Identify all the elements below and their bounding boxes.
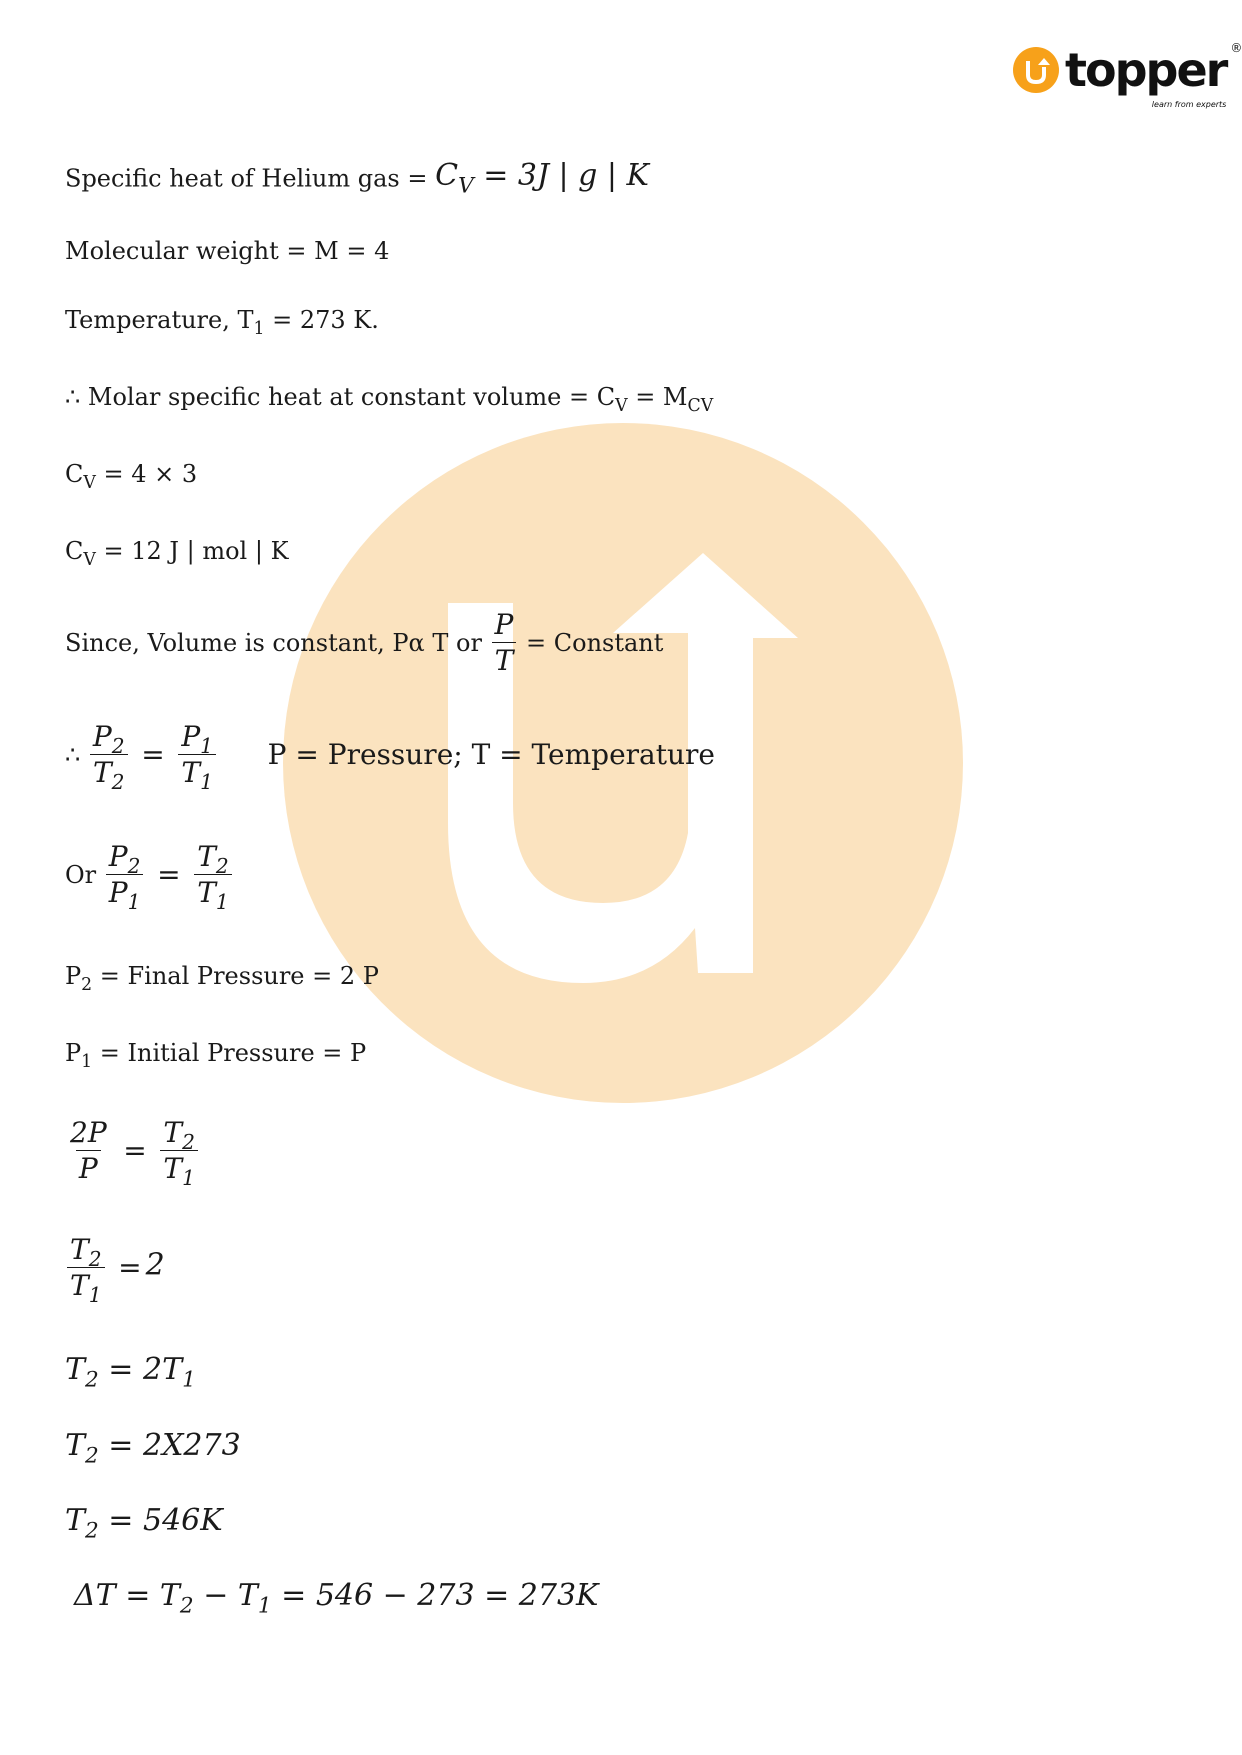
logo-wordmark: topper	[1065, 43, 1227, 97]
line-ratio-equals-2: $\frac{T_2}{T_1}$ = 2	[65, 1235, 165, 1301]
line-or-equation: Or $\frac{P_2}{P_1}$ = $\frac{T_2}{T_1}$	[65, 842, 234, 908]
line-ratio-equation: ∴ $\frac{P_2}{T_2}$ = $\frac{P_1}{T_1}$ P = Pressure; T = Temperature	[65, 720, 715, 795]
line-delta-t: $\Delta T = T_2 - T_1 = 546 - 273 = 273K$	[74, 1578, 599, 1619]
math-cv: $C_V = 3J$ | g | K	[435, 158, 649, 199]
line-cv-result: $C_V = 12$ J | mol | K	[65, 537, 289, 571]
fraction-p-over-t: $\frac{P}{T}$	[492, 610, 517, 676]
fraction-p2-over-p1: $\frac{P_2}{P_1}$	[106, 842, 144, 908]
line-temperature: Temperature, $T_1 = 273$ K.	[65, 306, 379, 340]
line-2p-over-p: $\frac{2P}{P}$ = $\frac{T_2}{T_1}$	[65, 1118, 200, 1184]
fraction-t2-over-t1: $\frac{T_2}{T_1}$	[194, 842, 232, 908]
fraction-p1-over-t1: $\frac{P_1}{T_1}$	[178, 722, 216, 788]
line-molar-specific-heat: ∴ Molar specific heat at constant volume = $C_V = M_{CV}$	[65, 383, 714, 417]
line-molecular-weight: Molecular weight = M = 4	[65, 237, 390, 265]
fraction-t2-over-t1-b: $\frac{T_2}{T_1}$	[160, 1118, 198, 1184]
line-volume-constant: Since, Volume is constant, Pα T or $\frac{P}{T}$ = Constant	[65, 608, 664, 678]
brand-logo	[1013, 40, 1242, 109]
fraction-t2-over-t1-c: $\frac{T_2}{T_1}$	[67, 1235, 105, 1301]
fraction-p2-over-t2: $\frac{P_2}{T_2}$	[90, 722, 128, 788]
fraction-2p-over-p: $\frac{2P}{P}$	[70, 1116, 107, 1186]
line-cv-product: $C_V = 4 \times 3$	[65, 460, 198, 494]
line-t2-2x273: $T_2 = 2X273$	[65, 1428, 241, 1469]
registered-mark: ®	[1230, 41, 1242, 55]
line-initial-pressure: $P_1$ = Initial Pressure = P	[65, 1039, 367, 1073]
logo-mark-icon	[1013, 47, 1059, 93]
logo-tagline: learn from experts	[1151, 100, 1227, 109]
line-t2-equals-2t1: $T_2 = 2T_1$	[65, 1352, 196, 1393]
line-specific-heat: Specific heat of Helium gas = $C_V = 3J$ | g | K	[65, 158, 649, 199]
line-final-pressure: $P_2$ = Final Pressure = 2 P	[65, 962, 379, 996]
line-t2-546k: $T_2 = 546K$	[65, 1503, 223, 1544]
pressure-temperature-note: P = Pressure; T = Temperature	[267, 738, 715, 772]
